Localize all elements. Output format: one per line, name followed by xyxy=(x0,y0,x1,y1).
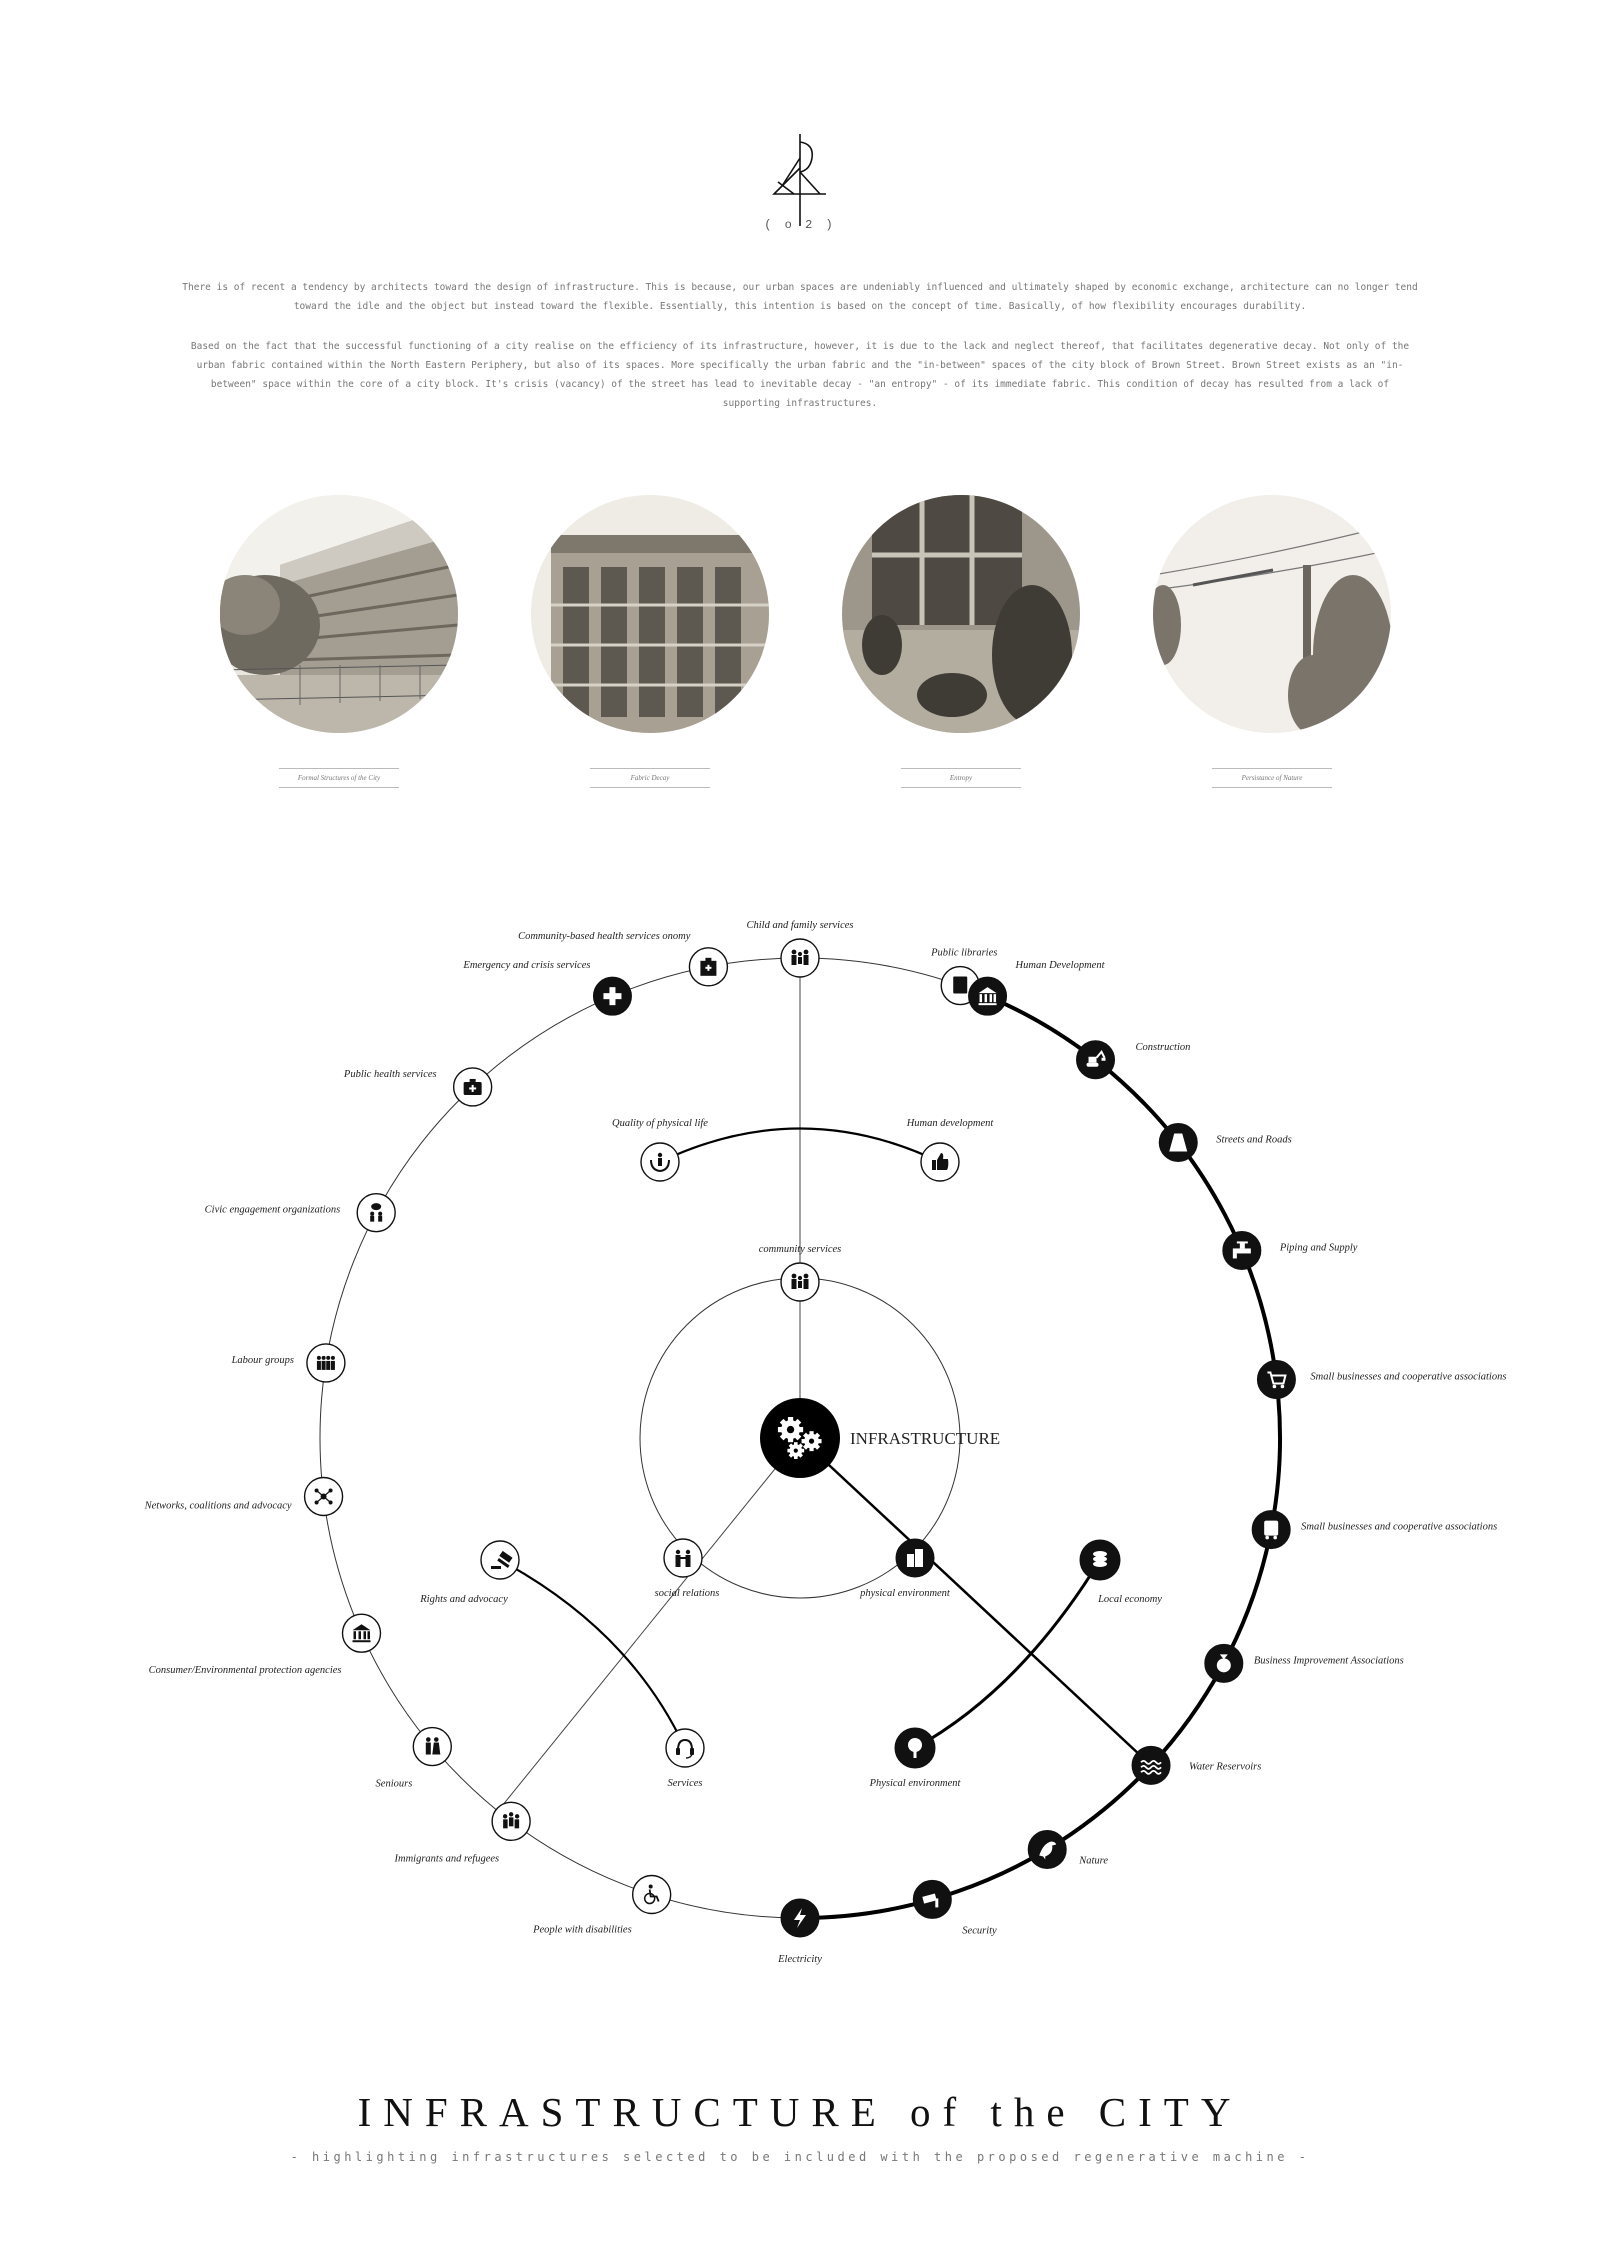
infrastructure-hub xyxy=(760,1398,1000,1478)
outer-node-4-streets-and-roads xyxy=(1159,1123,1291,1161)
node-label: Services xyxy=(667,1778,703,1789)
family-icon xyxy=(792,950,809,965)
node-label: Electricity xyxy=(778,1954,822,1965)
node-label: Quality of physical life xyxy=(612,1118,708,1129)
node-label: Security xyxy=(962,1925,997,1937)
street-pole-tree-photo xyxy=(1153,495,1391,733)
outer-node-19-civic-engagement-organizations xyxy=(205,1194,396,1232)
coins-icon xyxy=(1093,1551,1107,1567)
inner-node-community-services xyxy=(759,1244,842,1301)
node-label: physical environment xyxy=(860,1588,950,1599)
social-branch-services xyxy=(666,1729,704,1789)
node-label: People with disabilities xyxy=(533,1924,632,1936)
node-label: Local economy xyxy=(1098,1594,1162,1605)
community-branch-quality-of-physical-life xyxy=(612,1118,708,1181)
node-label: Piping and Supply xyxy=(1279,1242,1358,1254)
node-label: Emergency and crisis services xyxy=(463,960,591,972)
outer-node-14-immigrants-and-refugees xyxy=(394,1802,531,1864)
physical-branch-physical-environment xyxy=(869,1728,962,1789)
outer-node-17-networks-coalitions-and-advocacy xyxy=(144,1477,343,1515)
outer-node-5-piping-and-supply xyxy=(1223,1231,1358,1269)
book-icon xyxy=(953,977,967,994)
outer-node-8-business-improvement-associations xyxy=(1205,1644,1404,1682)
outer-node-22-community-based-health-services-onomy xyxy=(518,931,727,986)
inner-node-physical-environment xyxy=(859,1539,951,1599)
node-label: Community-based health services onomy xyxy=(518,930,691,942)
outer-node-0-child-and-family-services xyxy=(746,920,853,977)
node-label: Public libraries xyxy=(931,947,998,959)
caption-fabric-decay: Fabric Decay xyxy=(590,768,710,788)
photo-formal-structures xyxy=(220,495,458,733)
social-branch-rights-and-advocacy xyxy=(419,1541,519,1605)
apartment-facade-photo xyxy=(531,495,769,733)
node-label: Human development xyxy=(906,1118,994,1129)
caption-persistance-of-nature: Persistance of Nature xyxy=(1212,768,1332,788)
node-label: Small businesses and cooperative associations xyxy=(1301,1521,1498,1533)
outer-node-2-human-development xyxy=(969,960,1106,1015)
outer-node-15-seniours xyxy=(376,1728,452,1790)
node-label: Rights and advocacy xyxy=(420,1594,508,1605)
node-label: Seniours xyxy=(375,1778,413,1790)
node-label: Small businesses and cooperative associations xyxy=(1310,1371,1507,1383)
outer-node-9-water-reservoirs xyxy=(1132,1746,1261,1784)
node-label: Construction xyxy=(1135,1041,1191,1053)
poster-subtitle: - highlighting infrastructures selected to be included with the proposed regenerative machine - xyxy=(290,2150,1310,2164)
outer-node-12-electricity xyxy=(777,1899,822,1965)
intro-paragraph-1: There is of recent a tendency by architects toward the design of infrastructure. This is because, our urban spaces are undeniably influenced and ultimately shaped by economic exchange, architecture can no longer tend toward the idle and the object but instead toward the flexible. Essentially, this intention is based on the concept of time. Basically, of how flexibility encourages durability. xyxy=(182,282,1418,312)
outer-node-11-security xyxy=(913,1880,997,1936)
outer-node-6-small-businesses-and-cooperative-associations xyxy=(1257,1361,1506,1399)
outer-node-7-small-businesses-and-cooperative-associations xyxy=(1252,1511,1497,1549)
outer-node-13-people-with-disabilities xyxy=(532,1876,671,1936)
outer-node-20-public-health-services xyxy=(343,1068,492,1106)
group-icon xyxy=(503,1812,519,1828)
physical-branch-local-economy xyxy=(1080,1540,1162,1605)
node-label: Water Reservoirs xyxy=(1189,1761,1262,1773)
node-label: Human Development xyxy=(1015,960,1105,972)
inner-node-social-relations xyxy=(655,1539,720,1599)
overgrown-window-photo xyxy=(842,495,1080,733)
family-icon xyxy=(792,1274,809,1289)
node-label: Business Improvement Associations xyxy=(1253,1655,1404,1667)
node-label: Streets and Roads xyxy=(1216,1134,1292,1146)
node-label: Civic engagement organizations xyxy=(204,1204,341,1216)
node-label: social relations xyxy=(654,1588,720,1599)
node-label: Nature xyxy=(1079,1855,1108,1867)
outer-node-16-consumer-environmental-protection-agencies xyxy=(149,1614,381,1676)
caption-entropy: Entropy xyxy=(901,768,1021,788)
infrastructure-diagram xyxy=(0,880,1600,2010)
node-label: Networks, coalitions and advocacy xyxy=(144,1500,292,1512)
factory-building-photo xyxy=(220,495,458,733)
intro-paragraph-2: Based on the fact that the successful functioning of a city realise on the efficiency of its infrastructure, however, it is due to the lack and neglect thereof, that facilitates degenerative decay. Not only of the urban fabric contained within the North Eastern Periphery, but also of its spaces. More specifically the urban fabric and the "in-between" spaces of the city block of Brown Street. Brown Street exists as an "in-between" space within the core of a city block. It's crisis (vacancy) of the street has lead to inevitable decay - "an entropy" - of its immediate fabric. This condition of decay has resulted from a lack of supporting infrastructures. xyxy=(190,341,1410,409)
node-label: Consumer/Environmental protection agencies xyxy=(148,1665,342,1677)
sheet-number: ( o 2 ) xyxy=(764,218,836,232)
outer-node-3-construction xyxy=(1077,1041,1191,1079)
photo-entropy xyxy=(842,495,1080,733)
node-label: Immigrants and refugees xyxy=(394,1853,500,1865)
node-label: Child and family services xyxy=(746,920,854,931)
caption-formal-structures: Formal Structures of the City xyxy=(279,768,399,788)
node-label: Public health services xyxy=(343,1068,437,1080)
node-label: Physical environment xyxy=(869,1778,961,1789)
photo-persistance-of-nature xyxy=(1153,495,1391,733)
poster-title: INFRASTRUCTURE of the CITY xyxy=(357,2089,1243,2135)
outer-node-21-emergency-and-crisis-services xyxy=(462,960,631,1015)
photo-fabric-decay xyxy=(531,495,769,733)
community-branch-human-development xyxy=(906,1118,995,1181)
hub-label: INFRASTRUCTURE xyxy=(850,1429,1001,1448)
node-label: community services xyxy=(758,1244,842,1255)
node-label: Labour groups xyxy=(231,1354,294,1366)
outer-node-18-labour-groups xyxy=(231,1344,345,1382)
